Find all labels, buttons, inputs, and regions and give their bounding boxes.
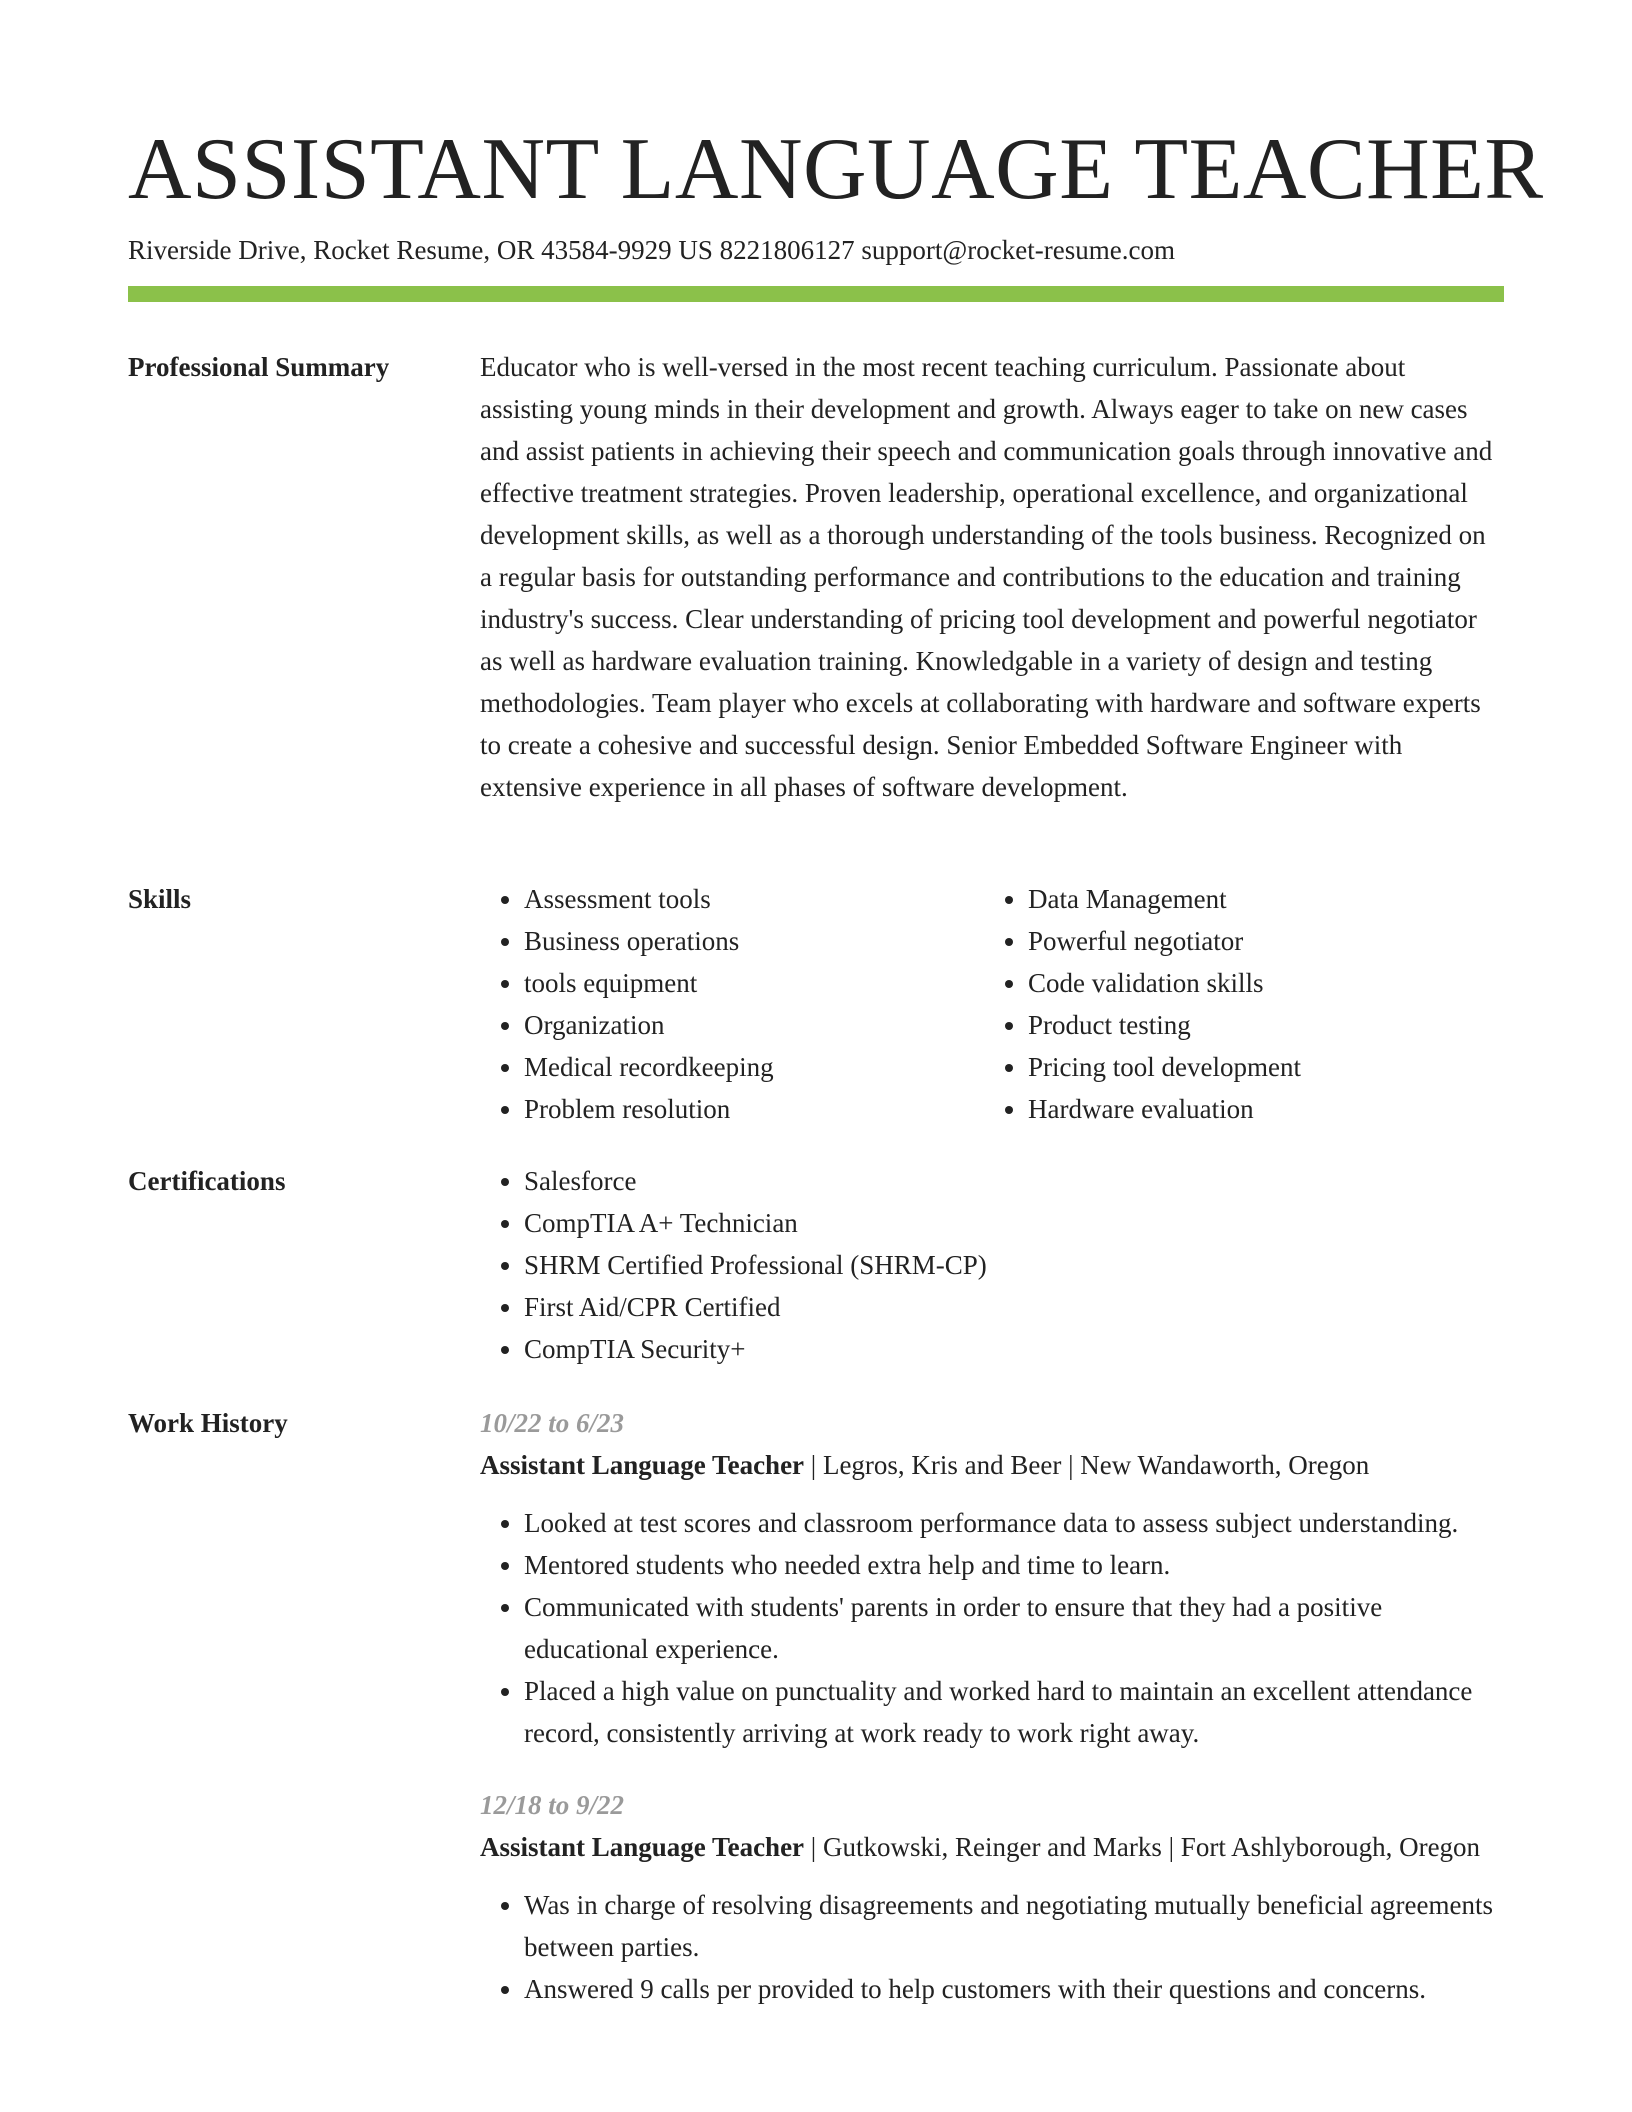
candidate-title: ASSISTANT LANGUAGE TEACHER [128, 121, 1544, 218]
job-entry [480, 1402, 1504, 1754]
work-history-body [480, 1402, 1504, 2010]
skill-item: • Code validation skills [1028, 962, 1488, 1004]
skill-item: • Hardware evaluation [1028, 1088, 1488, 1130]
skills-body [480, 878, 1504, 1130]
job-bullet: • Mentored students who needed extra help and time to learn. [524, 1544, 1504, 1586]
skill-item: • Organization [524, 1004, 984, 1046]
skills-column-left [480, 878, 984, 1130]
skills-list-left [480, 878, 984, 1130]
job-employer-location: | Legros, Kris and Beer | New Wandaworth, Oregon [804, 1450, 1370, 1480]
job-bullets [480, 1884, 1504, 2010]
job-role: Assistant Language Teacher [480, 1450, 805, 1480]
job-entry [480, 1784, 1504, 2010]
summary-text: Educator who is well-versed in the most recent teaching curriculum. Passionate about assisting young minds in their development and growth. Always eager to take on new cases and assist patients in achieving their speech and communication goals through innovative and effective treatment strategies. Proven leadership, operational excellence, and organizational development skills, as well as a thorough understanding of the tools business. Recognized on a regular basis for outstanding performance and contributions to the education and training industry's success. Clear understanding of pricing tool development and powerful negotiator as well as hardware evaluation training. Knowledgable in a variety of design and testing methodologies. Team player who excels at collaborating with hardware and software experts to create a cohesive and successful design. Senior Embedded Software Engineer with extensive experience in all phases of software development. [480, 352, 1493, 802]
certification-item: • First Aid/CPR Certified [524, 1286, 1504, 1328]
summary-body [480, 346, 1504, 808]
job-bullet: • Was in charge of resolving disagreements and negotiating mutually beneficial agreements between parties. [524, 1884, 1504, 1968]
job-heading [480, 1826, 1504, 1868]
job-bullet: • Communicated with students' parents in order to ensure that they had a positive educational experience. [524, 1586, 1504, 1670]
job-dates: 12/18 to 9/22 [480, 1790, 625, 1820]
job-bullets [480, 1502, 1504, 1754]
certification-item: • CompTIA A+ Technician [524, 1202, 1504, 1244]
job-role: Assistant Language Teacher [480, 1832, 805, 1862]
accent-divider [128, 286, 1504, 302]
job-dates: 10/22 to 6/23 [480, 1408, 625, 1438]
job-bullet: • Looked at test scores and classroom performance data to assess subject understanding. [524, 1502, 1504, 1544]
certifications-list [480, 1160, 1504, 1370]
skill-item: • Data Management [1028, 878, 1488, 920]
skill-item: • Pricing tool development [1028, 1046, 1488, 1088]
contact-line: Riverside Drive, Rocket Resume, OR 43584-9929 US 8221806127 support@rocket-resume.com [128, 235, 1175, 265]
skills-column-right [984, 878, 1488, 1130]
certifications-body [480, 1160, 1504, 1370]
section-title-summary: Professional Summary [128, 352, 390, 382]
section-title-skills: Skills [128, 884, 192, 914]
section-title-work-history: Work History [128, 1408, 288, 1438]
certification-item: • CompTIA Security+ [524, 1328, 1504, 1370]
skill-item: • Assessment tools [524, 878, 984, 920]
resume-header [128, 118, 1544, 268]
skill-item: • Business operations [524, 920, 984, 962]
section-title-certifications: Certifications [128, 1166, 286, 1196]
job-bullet: • Placed a high value on punctuality and worked hard to maintain an excellent attendance record, consistently arriving at work ready to work right away. [524, 1670, 1504, 1754]
skill-item: • Powerful negotiator [1028, 920, 1488, 962]
skill-item: • Medical recordkeeping [524, 1046, 984, 1088]
job-bullet: • Answered 9 calls per provided to help customers with their questions and concerns. [524, 1968, 1504, 2010]
skill-item: • Problem resolution [524, 1088, 984, 1130]
skill-item: • Product testing [1028, 1004, 1488, 1046]
job-heading [480, 1444, 1504, 1486]
certification-item: • SHRM Certified Professional (SHRM-CP) [524, 1244, 1504, 1286]
certification-item: • Salesforce [524, 1160, 1504, 1202]
job-employer-location: | Gutkowski, Reinger and Marks | Fort Ashlyborough, Oregon [804, 1832, 1481, 1862]
skills-list-right [984, 878, 1488, 1130]
skill-item: • tools equipment [524, 962, 984, 1004]
